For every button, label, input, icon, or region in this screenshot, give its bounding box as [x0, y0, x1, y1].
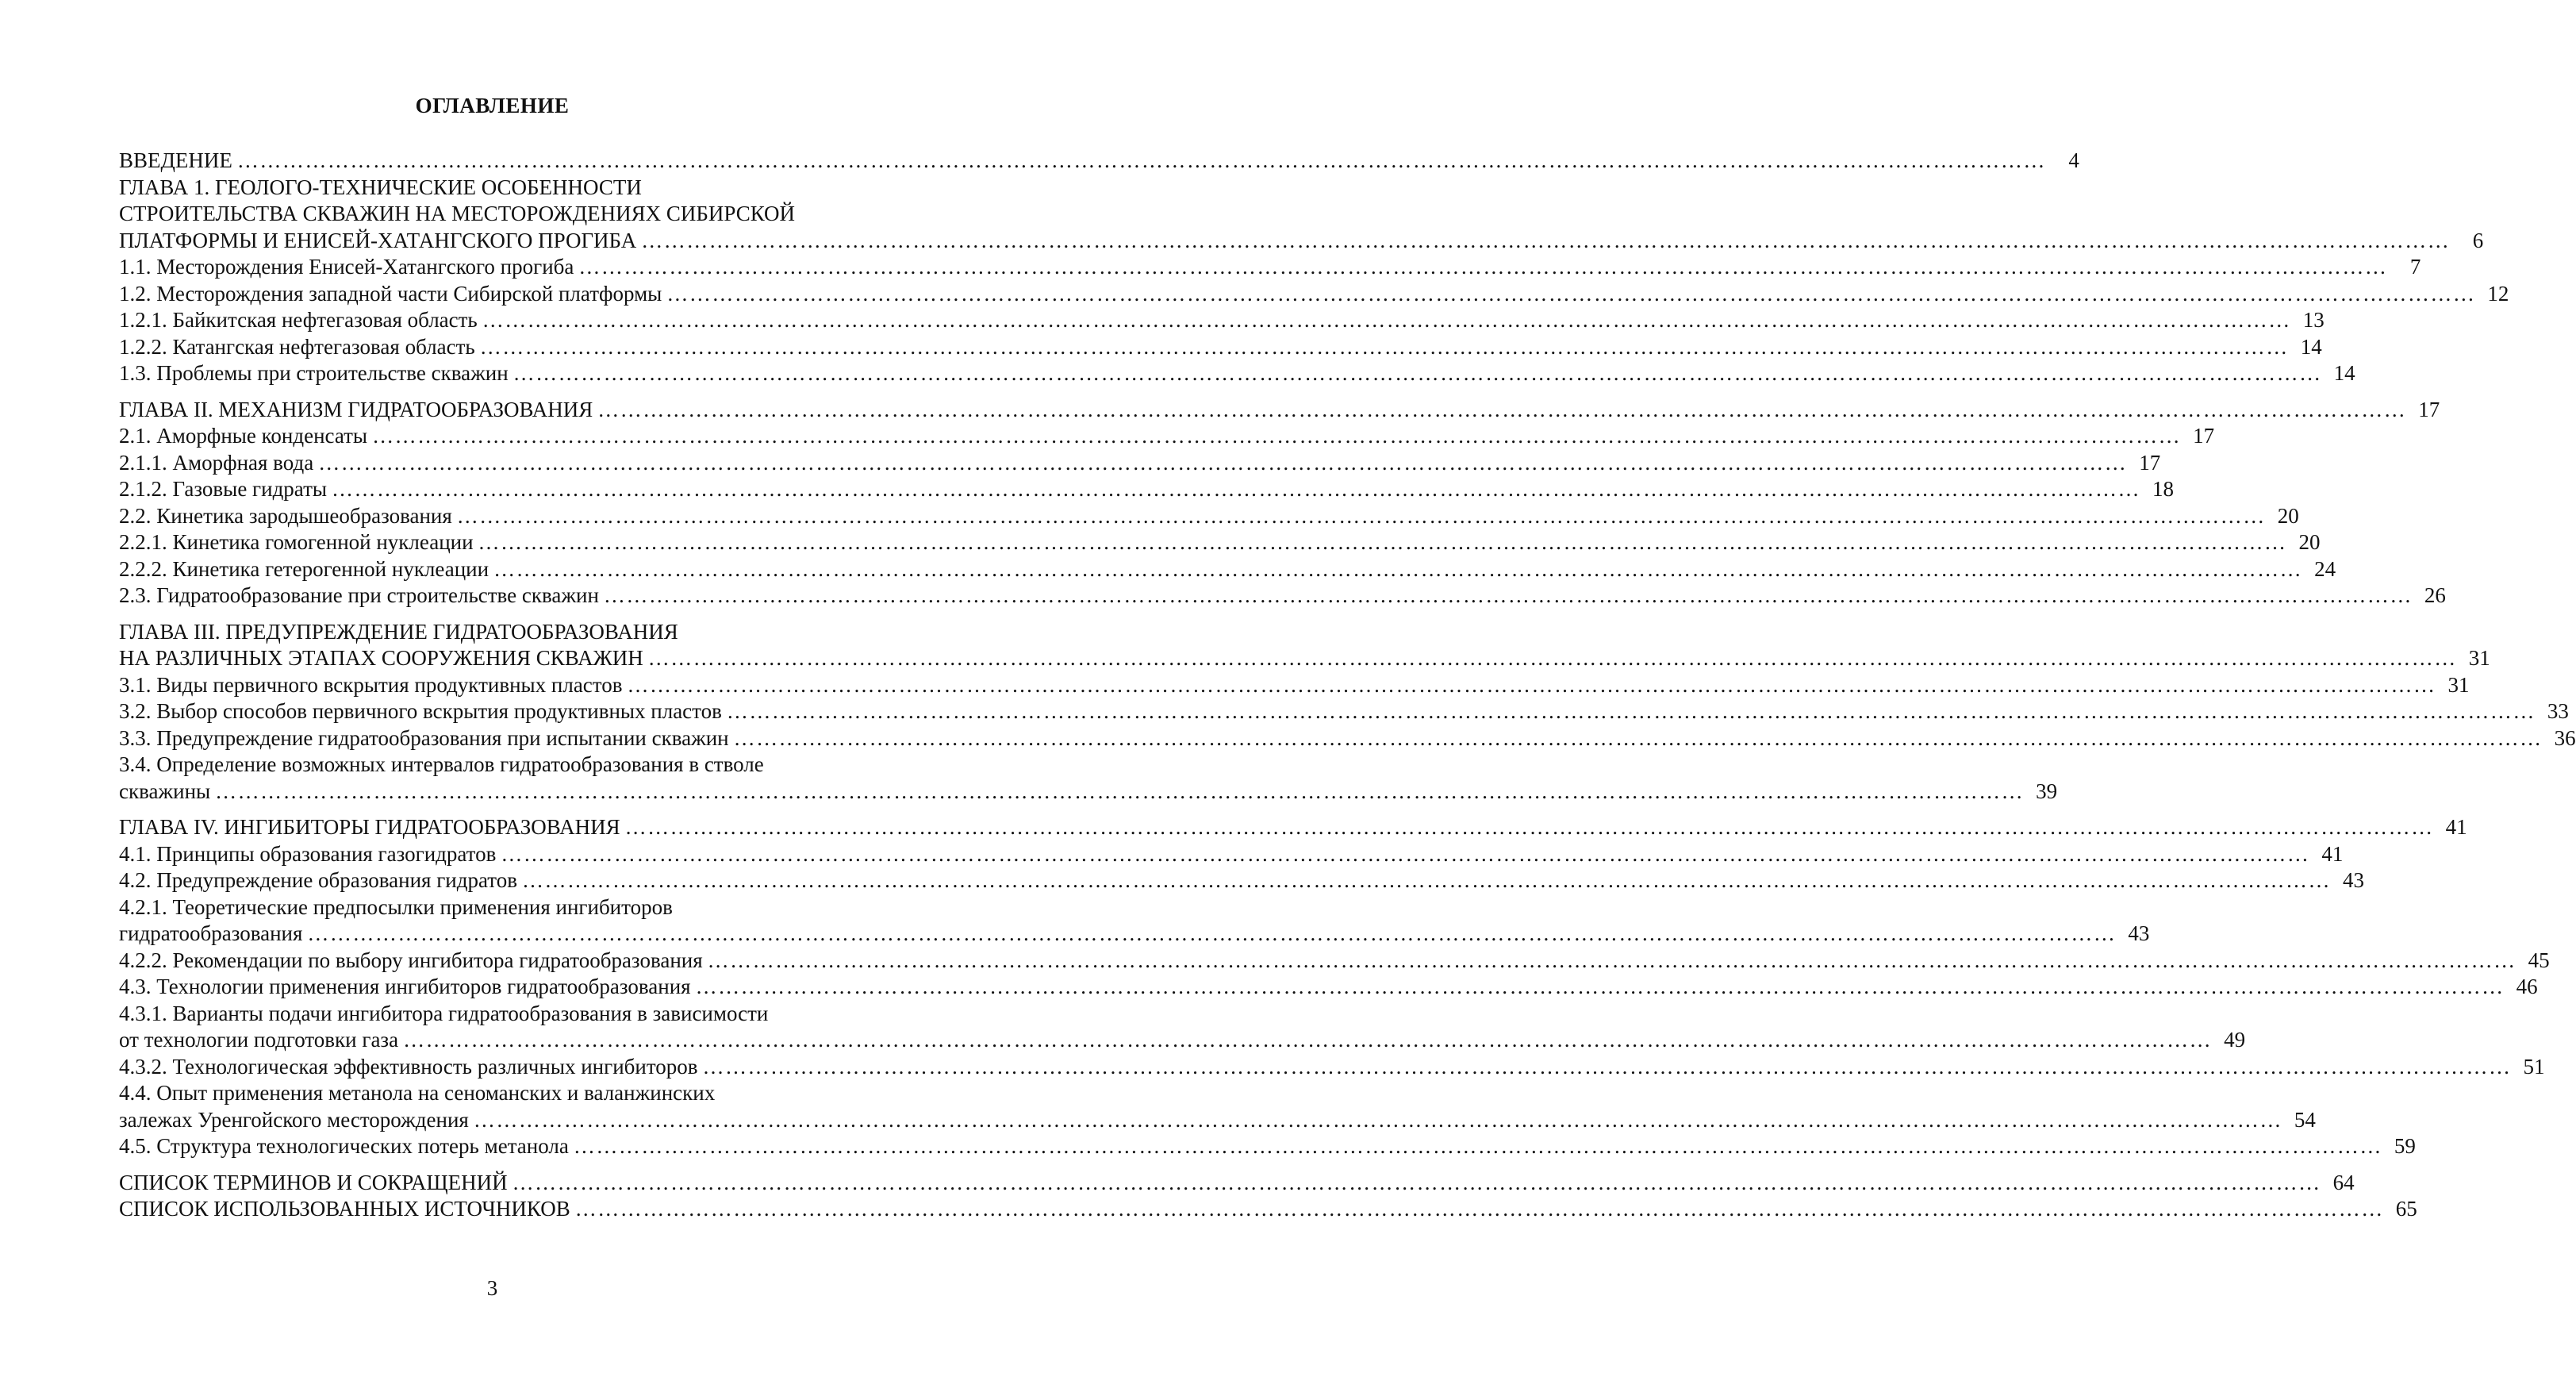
toc-entry-label: залежах Уренгойского месторождения	[119, 1107, 469, 1132]
dot-leader: ……………………………………………………………………………………………………………………………………………………………………………………………………………………	[473, 1107, 2282, 1132]
toc-entry[interactable]	[119, 1170, 2355, 1197]
toc-entry-page: 17	[2193, 424, 2215, 448]
toc-entry-label: 2.2. Кинетика зародышеобразования	[119, 503, 452, 528]
toc-entry-line: 4.3.1. Варианты подачи ингибитора гидратообразования в зависимости	[119, 1001, 769, 1025]
dot-leader: ……………………………………………………………………………………………………………………………………………………………………………………………………………………	[603, 583, 2413, 607]
toc-entry-label: 2.2.1. Кинетика гомогенной нуклеации	[119, 530, 474, 554]
dot-leader: ……………………………………………………………………………………………………………………………………………………………………………………………………………………	[456, 503, 2266, 528]
toc-entry-page: 14	[2300, 334, 2322, 359]
toc-entry-page: 4	[2068, 148, 2079, 172]
toc-entry-label: ВВЕДЕНИЕ	[119, 148, 232, 172]
toc-entry-label: 4.5. Структура технологических потерь метанола	[119, 1134, 569, 1158]
toc-entry-line: 3.4. Определение возможных интервалов гидратообразования в стволе	[119, 752, 764, 776]
toc-entry-label: скважины	[119, 779, 211, 803]
toc-entry-label: гидратообразования	[119, 921, 303, 945]
toc-entry-label: 4.1. Принципы образования газогидратов	[119, 841, 497, 866]
toc-entry-page: 41	[2445, 815, 2467, 839]
toc-entry[interactable]	[119, 948, 2550, 975]
dot-leader: ……………………………………………………………………………………………………………………………………………………………………………………………………………………	[624, 815, 2434, 839]
dot-leader: ……………………………………………………………………………………………………………………………………………………………………………………………………………………	[707, 948, 2516, 972]
toc-entry-line: 4.2.1. Теоретические предпосылки применения ингибиторов	[119, 894, 673, 919]
toc-entry-page: 43	[2342, 868, 2364, 892]
toc-entry-label: 2.1.1. Аморфная вода	[119, 450, 314, 475]
dot-leader: ……………………………………………………………………………………………………………………………………………………………………………………………………………………	[666, 281, 2476, 306]
dot-leader: ……………………………………………………………………………………………………………………………………………………………………………………………………………………	[578, 255, 2388, 279]
toc-entry[interactable]	[119, 894, 2150, 948]
toc-entry-page: 18	[2152, 477, 2175, 501]
dot-leader: ……………………………………………………………………………………………………………………………………………………………………………………………………………………	[318, 450, 2128, 475]
toc-entry[interactable]	[119, 397, 2440, 424]
toc-entry[interactable]	[119, 814, 2467, 841]
page-title: ОГЛАВЛЕНИЕ	[415, 94, 570, 117]
toc-entry[interactable]	[119, 450, 2161, 477]
toc-entry-page: 14	[2333, 361, 2355, 385]
toc-entry-label: 4.2. Предупреждение образования гидратов	[119, 868, 517, 892]
toc-entry-label: 3.2. Выбор способов первичного вскрытия продуктивных пластов	[119, 699, 722, 723]
dot-leader: ……………………………………………………………………………………………………………………………………………………………………………………………………………………	[512, 1170, 2321, 1194]
dot-leader: ……………………………………………………………………………………………………………………………………………………………………………………………………………………	[372, 424, 2182, 448]
dot-leader: ……………………………………………………………………………………………………………………………………………………………………………………………………………………	[482, 308, 2291, 332]
toc-entry[interactable]	[119, 307, 2325, 334]
toc-entry[interactable]	[119, 1133, 2416, 1160]
toc-entry-page: 6	[2472, 228, 2484, 252]
toc-entry-label: от технологии подготовки газа	[119, 1028, 399, 1052]
dot-leader: ……………………………………………………………………………………………………………………………………………………………………………………………………………………	[641, 228, 2451, 252]
toc-entry-line: СТРОИТЕЛЬСТВА СКВАЖИН НА МЕСТОРОЖДЕНИЯХ СИБИРСКОЙ	[119, 202, 796, 225]
toc-entry-page: 51	[2523, 1054, 2545, 1079]
toc-entry-label: ПЛАТФОРМЫ И ЕНИСЕЙ-ХАТАНГСКОГО ПРОГИБА	[119, 228, 637, 252]
toc-entry[interactable]	[119, 752, 2058, 805]
toc-entry-page: 65	[2395, 1197, 2417, 1221]
toc-entry-page: 20	[2298, 530, 2321, 554]
toc-entry[interactable]	[119, 556, 2336, 583]
toc-entry-page: 13	[2302, 308, 2325, 332]
dot-leader: ……………………………………………………………………………………………………………………………………………………………………………………………………………………	[307, 921, 2117, 945]
toc-entry-page: 45	[2528, 948, 2550, 972]
toc-entry[interactable]	[119, 1054, 2545, 1081]
toc-entry-page: 24	[2314, 556, 2336, 581]
toc-entry[interactable]	[119, 725, 2576, 752]
toc-entry-label: СПИСОК ИСПОЛЬЗОВАННЫХ ИСТОЧНИКОВ	[119, 1197, 570, 1221]
toc-entry-label: 2.1. Аморфные конденсаты	[119, 424, 368, 448]
dot-leader: ……………………………………………………………………………………………………………………………………………………………………………………………………………………	[236, 148, 2046, 172]
toc-entry-label: ГЛАВА IV. ИНГИБИТОРЫ ГИДРАТООБРАЗОВАНИЯ	[119, 815, 620, 839]
toc-entry[interactable]	[119, 148, 2079, 175]
toc-entry-page: 43	[2128, 921, 2150, 945]
toc-entry[interactable]	[119, 1080, 2316, 1133]
toc-entry-label: 3.3. Предупреждение гидратообразования при испытании скважин	[119, 725, 729, 750]
toc-entry-page: 36	[2554, 725, 2576, 750]
toc-entry-page: 33	[2547, 699, 2569, 723]
toc-entry-label: 2.3. Гидратообразование при строительстве скважин	[119, 583, 599, 607]
toc-entry-page: 41	[2321, 841, 2344, 866]
toc-entry-label: ГЛАВА II. МЕХАНИЗМ ГИДРАТООБРАЗОВАНИЯ	[119, 397, 593, 421]
toc-entry-label: 2.1.2. Газовые гидраты	[119, 477, 328, 501]
toc-entry[interactable]	[119, 334, 2322, 361]
dot-leader: ……………………………………………………………………………………………………………………………………………………………………………………………………………………	[574, 1197, 2384, 1221]
toc-entry[interactable]	[119, 1001, 2246, 1054]
toc-entry[interactable]	[119, 281, 2509, 308]
toc-entry-line: 4.4. Опыт применения метанола на сеноманских и валанжинских	[119, 1081, 716, 1105]
toc-entry-line: ГЛАВА 1. ГЕОЛОГО-ТЕХНИЧЕСКИЕ ОСОБЕННОСТИ	[119, 175, 642, 199]
toc-entry-page: 54	[2294, 1107, 2316, 1132]
dot-leader: ……………………………………………………………………………………………………………………………………………………………………………………………………………………	[573, 1134, 2382, 1158]
dot-leader: ……………………………………………………………………………………………………………………………………………………………………………………………………………………	[647, 646, 2457, 670]
toc-entry[interactable]	[119, 476, 2175, 503]
dot-leader: ……………………………………………………………………………………………………………………………………………………………………………………………………………………	[627, 672, 2436, 697]
dot-leader: ……………………………………………………………………………………………………………………………………………………………………………………………………………………	[597, 397, 2407, 421]
toc-entry-page: 46	[2516, 975, 2538, 998]
toc-entry-label: 1.2. Месторождения западной части Сибирской платформы	[119, 281, 662, 306]
toc-entry-page: 49	[2224, 1028, 2246, 1052]
toc-entry[interactable]	[119, 672, 2470, 699]
dot-leader: ……………………………………………………………………………………………………………………………………………………………………………………………………………………	[403, 1028, 2213, 1052]
toc-entry-page: 20	[2277, 503, 2299, 528]
toc-entry-page: 12	[2487, 281, 2509, 306]
toc-entry-label: 1.3. Проблемы при строительстве скважин	[119, 361, 509, 385]
toc-entry[interactable]	[119, 503, 2299, 530]
toc-entry-page: 31	[2468, 646, 2490, 670]
toc-entry[interactable]	[119, 698, 2569, 725]
dot-leader: ……………………………………………………………………………………………………………………………………………………………………………………………………………………	[733, 725, 2543, 750]
dot-leader: ……………………………………………………………………………………………………………………………………………………………………………………………………………………	[521, 868, 2331, 892]
toc-entry-line: ГЛАВА III. ПРЕДУПРЕЖДЕНИЕ ГИДРАТООБРАЗОВАНИЯ	[119, 619, 678, 644]
dot-leader: ……………………………………………………………………………………………………………………………………………………………………………………………………………………	[501, 841, 2310, 866]
dot-leader: ……………………………………………………………………………………………………………………………………………………………………………………………………………………	[513, 361, 2322, 385]
toc-entry-page: 39	[2036, 779, 2058, 803]
toc-entry-page: 17	[2418, 397, 2440, 421]
dot-leader: ……………………………………………………………………………………………………………………………………………………………………………………………………………………	[695, 975, 2505, 998]
dot-leader: ……………………………………………………………………………………………………………………………………………………………………………………………………………………	[702, 1054, 2512, 1079]
toc-entry-label: 4.2.2. Рекомендации по выбору ингибитора гидратообразования	[119, 948, 703, 972]
dot-leader: ……………………………………………………………………………………………………………………………………………………………………………………………………………………	[479, 334, 2289, 359]
toc-entry[interactable]	[119, 619, 2490, 672]
toc-entry[interactable]	[119, 583, 2446, 609]
dot-leader: ……………………………………………………………………………………………………………………………………………………………………………………………………………………	[215, 779, 2025, 803]
toc-entry-label: 1.2.1. Байкитская нефтегазовая область	[119, 308, 478, 332]
toc-entry[interactable]	[119, 423, 2215, 450]
toc-entry-label: 1.2.2. Катангская нефтегазовая область	[119, 334, 475, 359]
table-of-contents	[119, 148, 2576, 1223]
toc-entry[interactable]	[119, 175, 2484, 255]
toc-entry-label: 4.3.2. Технологическая эффективность различных ингибиторов	[119, 1054, 698, 1079]
toc-entry-label: 2.2.2. Кинетика гетерогенной нуклеации	[119, 556, 489, 581]
toc-entry[interactable]	[119, 254, 2421, 281]
dot-leader: ……………………………………………………………………………………………………………………………………………………………………………………………………………………	[493, 556, 2303, 581]
toc-entry-label: НА РАЗЛИЧНЫХ ЭТАПАХ СООРУЖЕНИЯ СКВАЖИН	[119, 646, 643, 670]
toc-entry-page: 17	[2139, 450, 2161, 475]
toc-entry[interactable]	[119, 974, 2538, 1001]
dot-leader: ……………………………………………………………………………………………………………………………………………………………………………………………………………………	[478, 530, 2287, 554]
toc-entry-label: 3.1. Виды первичного вскрытия продуктивных пластов	[119, 672, 623, 697]
toc-entry-page: 59	[2394, 1134, 2416, 1158]
toc-entry[interactable]	[119, 529, 2321, 556]
toc-entry[interactable]	[119, 360, 2355, 387]
dot-leader: ……………………………………………………………………………………………………………………………………………………………………………………………………………………	[726, 699, 2536, 723]
page-number: 3	[486, 1276, 498, 1300]
toc-entry-page: 26	[2424, 583, 2446, 607]
toc-entry[interactable]	[119, 841, 2344, 868]
toc-entry-label: 1.1. Месторождения Енисей-Хатангского прогиба	[119, 255, 574, 279]
toc-entry-label: СПИСОК ТЕРМИНОВ И СОКРАЩЕНИЙ	[119, 1170, 508, 1194]
toc-entry-page: 31	[2447, 672, 2470, 697]
dot-leader: ……………………………………………………………………………………………………………………………………………………………………………………………………………………	[332, 477, 2141, 501]
toc-entry-page: 7	[2409, 255, 2421, 279]
toc-entry-page: 64	[2332, 1170, 2355, 1194]
toc-entry[interactable]	[119, 867, 2364, 894]
toc-entry-label: 4.3. Технологии применения ингибиторов гидратообразования	[119, 975, 691, 998]
toc-entry[interactable]	[119, 1196, 2417, 1223]
